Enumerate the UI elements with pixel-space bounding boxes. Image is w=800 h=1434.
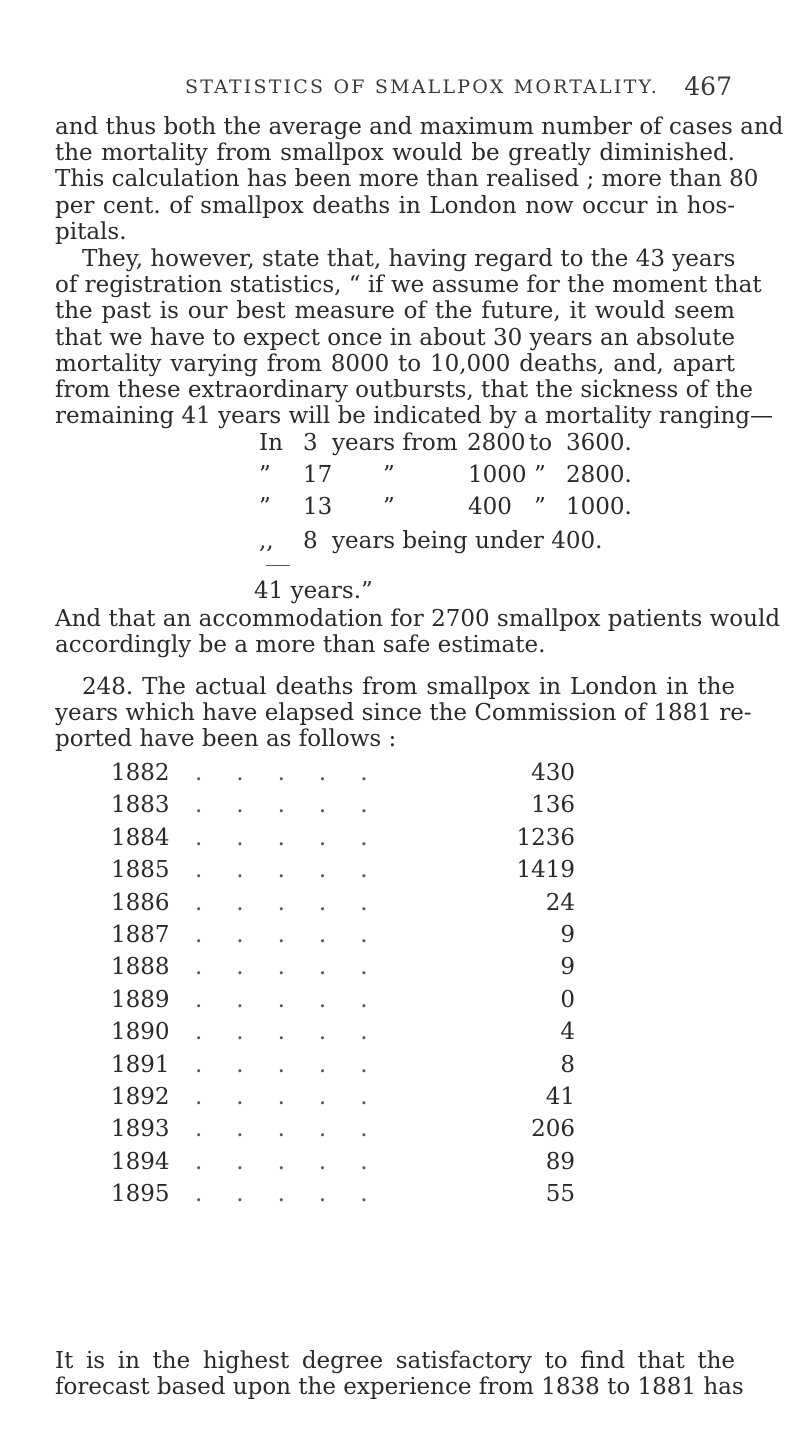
range-to: 3600. <box>566 430 632 456</box>
range-unit: ” <box>383 462 395 488</box>
deaths-year: 1895 <box>111 1181 170 1208</box>
range-prefix: In <box>259 430 283 456</box>
deaths-row <box>0 987 800 1019</box>
deaths-row <box>0 922 800 954</box>
text-line: per cent. of smallpox deaths in London now occur in hos- <box>55 192 735 219</box>
dot-leader: ..... <box>195 922 402 948</box>
text-line: of registration statistics, “ if we assume for the moment that <box>55 272 762 299</box>
dot-leader: ..... <box>195 889 402 916</box>
deaths-row <box>0 792 800 824</box>
deaths-row <box>0 1019 800 1051</box>
range-from: 400 <box>468 494 512 520</box>
range-from: 1000 <box>468 462 527 488</box>
deaths-year: 1886 <box>111 889 170 916</box>
running-title: STATISTICS OF SMALLPOX MORTALITY. <box>184 76 659 98</box>
deaths-count: 1419 <box>516 857 575 884</box>
range-to-word: ” <box>534 462 546 488</box>
text-line: and thus both the average and maximum number of cases and <box>55 114 784 140</box>
dot-leader: ..... <box>195 1181 402 1208</box>
text-line: from these extraordinary outbursts, that the sickness of the <box>55 377 754 404</box>
paragraph-4 <box>55 674 752 753</box>
text-line: 248. The actual deaths from smallpox in London in the <box>82 674 735 700</box>
paragraph-1 <box>55 114 784 245</box>
range-prefix: ” <box>259 462 271 488</box>
range-to-word: ” <box>534 494 546 520</box>
range-years: 3 <box>303 430 318 456</box>
deaths-year: 1887 <box>111 922 170 948</box>
range-unit: ” <box>383 494 395 520</box>
paragraph-5 <box>55 1348 744 1401</box>
deaths-row <box>0 1181 800 1213</box>
deaths-row <box>0 825 800 857</box>
range-years: 8 <box>303 528 318 554</box>
dot-leader: ..... <box>195 824 402 851</box>
dot-leader: ..... <box>195 1019 402 1046</box>
running-header <box>112 72 732 106</box>
range-to: 1000. <box>566 494 632 520</box>
deaths-year: 1885 <box>111 857 170 884</box>
deaths-count: 9 <box>560 954 575 981</box>
deaths-row <box>0 1052 800 1084</box>
range-unit: years being under 400. <box>332 528 603 554</box>
deaths-year: 1893 <box>111 1116 170 1143</box>
dot-leader: ..... <box>195 1116 402 1143</box>
range-prefix: ,, <box>259 528 274 554</box>
dot-leader: ..... <box>195 1051 402 1078</box>
text-line: the mortality from smallpox would be greatly diminished. <box>55 140 735 167</box>
range-total: 41 years.” <box>254 578 373 604</box>
range-prefix: ” <box>259 494 271 520</box>
deaths-year: 1894 <box>111 1148 170 1175</box>
deaths-count: 430 <box>531 760 575 786</box>
text-line: pitals. <box>55 218 127 245</box>
deaths-year: 1888 <box>111 954 170 981</box>
deaths-year: 1883 <box>111 792 170 819</box>
deaths-count: 9 <box>560 922 575 948</box>
deaths-year: 1892 <box>111 1084 170 1110</box>
deaths-row <box>0 1149 800 1181</box>
dot-leader: ..... <box>195 986 402 1013</box>
text-line: remaining 41 years will be indicated by a mortality ranging— <box>55 403 773 430</box>
dot-leader: ..... <box>195 857 402 884</box>
range-years: 13 <box>303 494 333 520</box>
deaths-count: 0 <box>560 986 575 1013</box>
dot-leader: ..... <box>195 954 402 981</box>
deaths-count: 8 <box>560 1051 575 1078</box>
paragraph-3 <box>55 606 781 659</box>
text-line: It is in the highest degree satisfactory to find that the <box>55 1348 735 1374</box>
dot-leader: ..... <box>195 792 402 819</box>
text-line: mortality varying from 8000 to 10,000 deaths, and, apart <box>55 350 735 377</box>
text-line: ported have been as follows : <box>55 726 397 753</box>
range-years: 17 <box>303 462 333 488</box>
deaths-year: 1891 <box>111 1051 170 1078</box>
deaths-row <box>0 1116 800 1148</box>
range-unit: years from <box>332 430 458 456</box>
text-line: years which have elapsed since the Commission of 1881 re- <box>55 700 752 727</box>
deaths-row <box>0 1084 800 1116</box>
deaths-row <box>0 954 800 986</box>
text-line: They, however, state that, having regard to the 43 years <box>82 246 736 272</box>
deaths-year: 1889 <box>111 986 170 1013</box>
dot-leader: ..... <box>195 1148 402 1175</box>
text-line: forecast based upon the experience from 1838 to 1881 has <box>55 1374 744 1401</box>
text-line: And that an accommodation for 2700 smallpox patients would <box>55 606 781 632</box>
deaths-row <box>0 760 800 792</box>
page-number: 467 <box>684 72 732 101</box>
deaths-count: 89 <box>545 1148 575 1175</box>
range-to-word: to <box>529 430 553 456</box>
text-line: that we have to expect once in about 30 years an absolute <box>55 324 735 351</box>
text-line: the past is our best measure of the future, it would seem <box>55 298 735 325</box>
dot-leader: ..... <box>195 760 402 786</box>
deaths-count: 41 <box>545 1084 575 1110</box>
deaths-year: 1884 <box>111 824 170 851</box>
deaths-count: 24 <box>545 889 575 916</box>
text-line: This calculation has been more than realised ; more than 80 <box>55 166 759 193</box>
deaths-year: 1882 <box>111 760 170 786</box>
sum-rule <box>266 565 290 566</box>
deaths-count: 206 <box>531 1116 575 1143</box>
deaths-count: 136 <box>531 792 575 819</box>
deaths-count: 4 <box>560 1019 575 1046</box>
dot-leader: ..... <box>195 1084 402 1110</box>
deaths-count: 1236 <box>516 824 575 851</box>
deaths-row <box>0 890 800 922</box>
text-line: accordingly be a more than safe estimate. <box>55 632 546 659</box>
deaths-row <box>0 857 800 889</box>
paragraph-2 <box>55 246 773 430</box>
deaths-year: 1890 <box>111 1019 170 1046</box>
deaths-count: 55 <box>545 1181 575 1208</box>
range-to: 2800. <box>566 462 632 488</box>
range-from: 2800 <box>467 430 526 456</box>
